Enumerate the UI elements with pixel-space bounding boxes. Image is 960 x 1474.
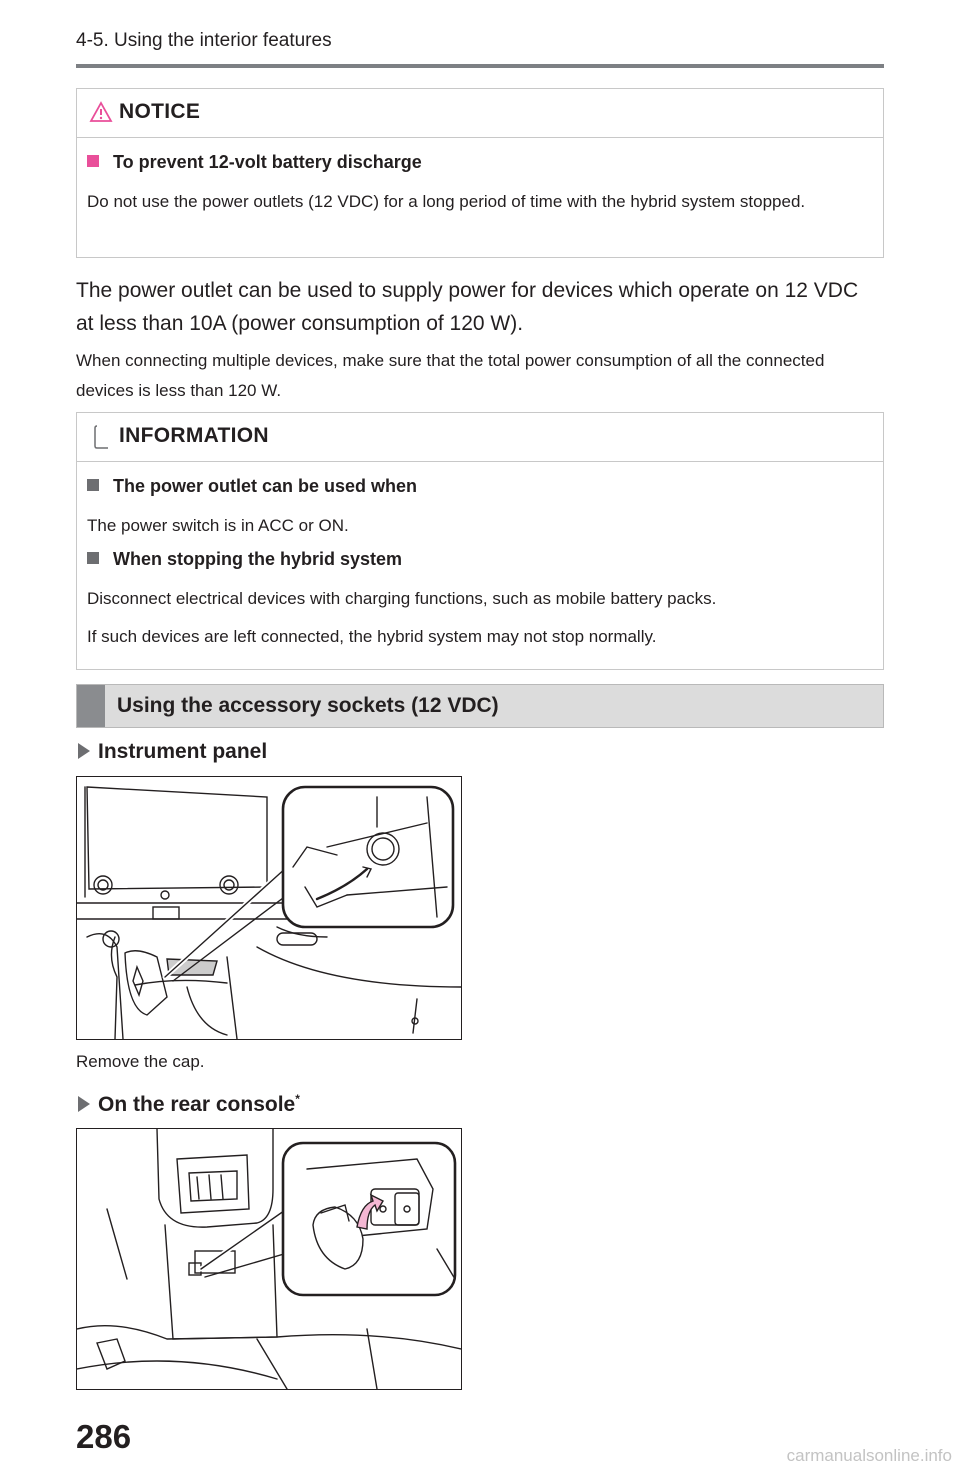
section-bar	[77, 685, 105, 727]
rear-console-illustration	[76, 1128, 462, 1390]
bullet-square-icon	[87, 155, 99, 167]
intro-detail-text: When connecting multiple devices, make sure that the total power consumption of all the connected devices is less than 120 W.	[76, 351, 825, 400]
notice-text: Do not use the power outlets (12 VDC) for a long period of time with the hybrid system stopped.	[87, 192, 806, 211]
header-rule	[76, 64, 884, 68]
info-text-3: If such devices are left connected, the hybrid system may not stop normally.	[87, 627, 657, 646]
notice-header	[77, 89, 883, 138]
info-text-2: Disconnect electrical devices with charging functions, such as mobile battery packs.	[87, 589, 717, 608]
info-subheading-1-text: The power outlet can be used when	[113, 476, 418, 496]
info-text-1: The power switch is in ACC or ON.	[87, 516, 349, 535]
information-title: INFORMATION	[119, 424, 269, 447]
notice-title: NOTICE	[119, 100, 201, 123]
asterisk: *	[295, 1092, 300, 1106]
rear-console-heading	[78, 1092, 300, 1117]
bullet-square-icon	[87, 479, 99, 491]
rear-console-heading-text: On the rear console	[98, 1093, 296, 1116]
usage-section-title: Using the accessory sockets (12 VDC)	[117, 694, 499, 717]
warning-triangle-icon	[89, 101, 113, 128]
information-header	[77, 413, 883, 462]
info-book-icon	[89, 425, 113, 456]
page-number: 286	[76, 1418, 132, 1455]
watermark: carmanualsonline.info	[786, 1446, 952, 1465]
info-subheading-2-text: When stopping the hybrid system	[113, 549, 403, 569]
info-subheading-2	[87, 549, 873, 570]
notice-subheading	[87, 152, 873, 173]
arrow-right-icon	[78, 743, 90, 759]
intro-main-text: The power outlet can be used to supply power for devices which operate on 12 VDC at less than 10A (power consumption of 120 W).	[76, 279, 859, 335]
section-header: 4-5. Using the interior features	[76, 30, 332, 51]
instrument-panel-heading	[78, 740, 267, 764]
information-box	[76, 412, 884, 670]
instrument-panel-heading-text: Instrument panel	[98, 740, 268, 763]
info-subheading-1	[87, 476, 873, 497]
figure-caption: Remove the cap.	[76, 1052, 205, 1071]
instrument-panel-illustration	[76, 776, 462, 1040]
usage-section-header	[76, 684, 884, 728]
arrow-right-icon	[78, 1096, 90, 1112]
bullet-square-icon	[87, 552, 99, 564]
notice-subheading-text: To prevent 12-volt battery discharge	[113, 152, 422, 172]
notice-box	[76, 88, 884, 258]
